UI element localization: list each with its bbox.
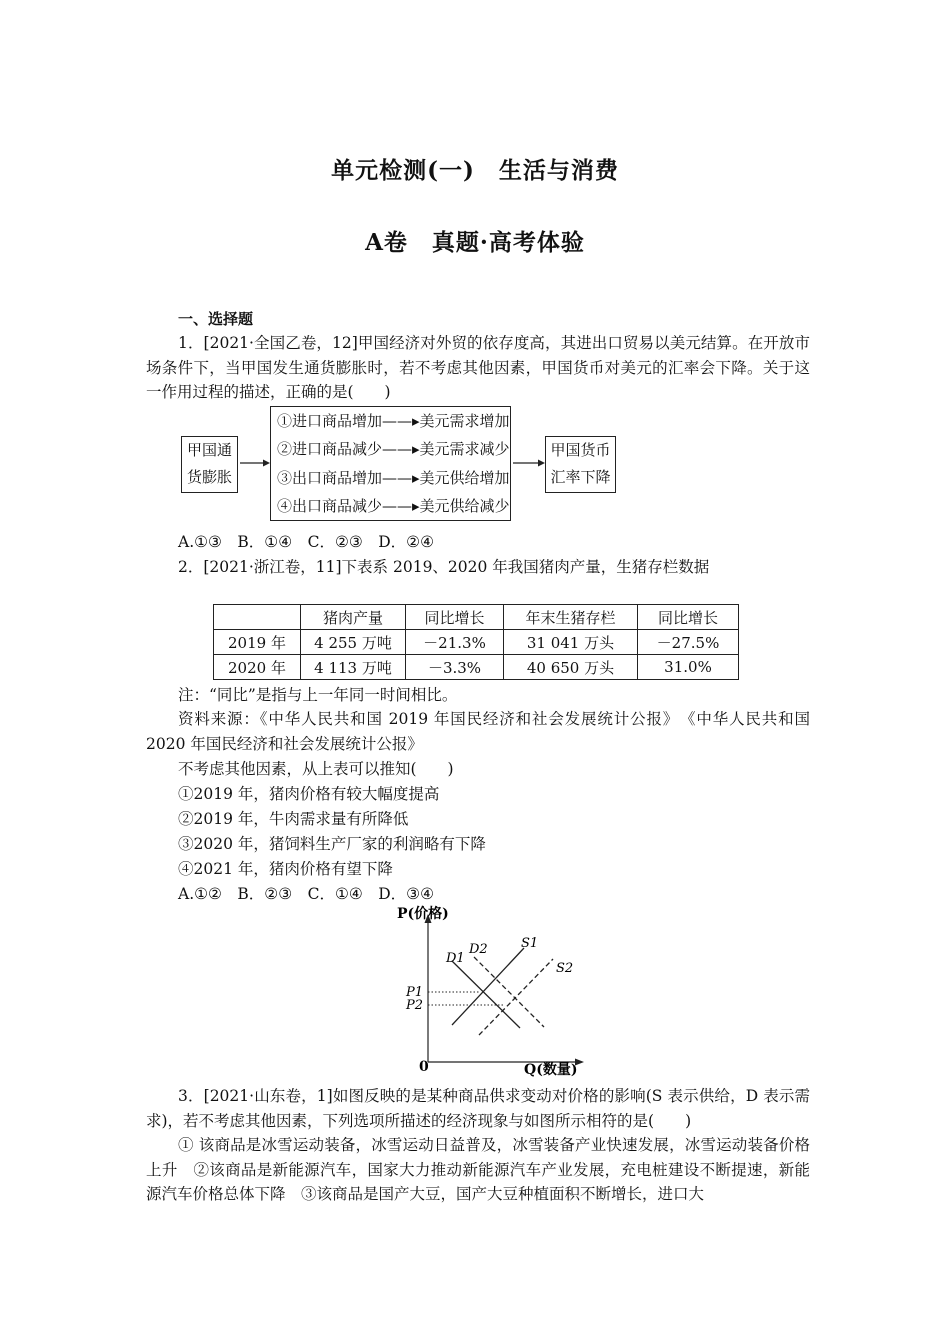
table-note: 注：“同比”是指与上一年同一时间相比。 [178,686,458,704]
flow-box-inflation [181,436,238,493]
question-2-prompt: 不考虑其他因素，从上表可以推知( ) [178,760,454,778]
s2-label: S2 [556,961,574,976]
flow-box-inflation-line1: 甲国通 [186,441,232,459]
unit-title: 单元检测(一) 生活与消费 [331,157,619,184]
table-cell: 2019 年 [214,630,301,655]
question-1-options: A.①③ B．①④ C．②③ D．②④ [178,533,434,551]
flow-item-1: ①进口商品增加——▸美元需求增加 [277,412,510,430]
question-1-text: 1．[2021·全国乙卷，12]甲国经济对外贸的依存度高，其进出口贸易以美元结算。在开放市场条件下，当甲国发生通货膨胀时，若不考虑其他因素，甲国货币对美元的汇率会下降。关于这一作用过程的描述，正确的是( ) [146,334,810,401]
p2-label: P2 [406,998,424,1013]
table-header-row [214,605,739,630]
section-heading: 一、选择题 [178,310,254,328]
table-header-cell: 年末生猪存栏 [504,605,638,630]
question-2-options: A.①② B．②③ C．①④ D．③④ [178,885,434,903]
supply-demand-graph [380,902,600,1080]
pork-data-table [213,604,739,680]
x-axis-label: Q(数量) [524,1062,578,1078]
question-3-text: 3．[2021·山东卷，1]如图反映的是某种商品供求变动对价格的影响(S 表示供给，D 表示需求)，若不考虑其他因素，下列选项所描述的经济现象与如图所示相符的是( ) [146,1087,810,1130]
question-2-item-3: ③2020 年，猪饲料生产厂家的利润略有下降 [178,835,486,853]
question-2-item-4: ④2021 年，猪肉价格有望下降 [178,860,393,878]
table-cell: －21.3% [406,630,504,655]
flow-arrow-right [511,456,547,470]
table-row [214,655,739,680]
question-3-body: ① 该商品是冰雪运动装备，冰雪运动日益普及，冰雪装备产业快速发展，冰雪运动装备价格上升 ②该商品是新能源汽车，国家大力推动新能源汽车产业发展，充电桩建设不断提速，新能源汽车价格总体下降 ③该商品是国产大豆，国产大豆种植面积不断增长，进口大 [146,1136,810,1203]
flow-box-exchange-rate [545,436,616,493]
table-cell: 40 650 万头 [504,655,638,680]
d1-label: D1 [446,951,465,966]
flow-box-rate-line1: 甲国货币 [550,441,611,459]
table-cell: 4 255 万吨 [301,630,406,655]
question-2-item-1: ①2019 年，猪肉价格有较大幅度提高 [178,785,440,803]
d2-label: D2 [469,942,488,957]
flow-box-effects [270,406,511,521]
origin-label: 0 [419,1059,429,1075]
flow-item-4: ④出口商品减少——▸美元供给减少 [277,497,510,515]
table-cell: －3.3% [406,655,504,680]
table-cell: 2020 年 [214,655,301,680]
table-cell: 31.0% [638,655,739,680]
flow-item-3: ③出口商品增加——▸美元供给增加 [277,469,510,487]
s1-label: S1 [521,936,539,951]
p1-label: P1 [406,985,424,1000]
flow-item-2: ②进口商品减少——▸美元需求减少 [277,440,510,458]
table-row [214,630,739,655]
question-2-text: 2．[2021·浙江卷，11]下表系 2019、2020 年我国猪肉产量，生猪存栏数据 [178,558,710,576]
table-header-cell [214,605,301,630]
flow-box-inflation-line2: 货膨胀 [186,468,232,486]
demand-curve-d1 [452,961,520,1028]
table-header-cell: 猪肉产量 [301,605,406,630]
table-source: 资料来源：《中华人民共和国 2019 年国民经济和社会发展统计公报》 《中华人民共和国 2020 年国民经济和社会发展统计公报》 [146,710,810,753]
table-cell: 4 113 万吨 [301,655,406,680]
table-cell: －27.5% [638,630,739,655]
y-axis-label: P(价格) [397,906,449,922]
table-cell: 31 041 万头 [504,630,638,655]
table-header-cell: 同比增长 [638,605,739,630]
section-title: A卷 真题·高考体验 [365,229,585,256]
table-header-cell: 同比增长 [406,605,504,630]
flow-arrow-left [238,456,272,470]
flow-box-rate-line2: 汇率下降 [550,468,611,486]
question-2-item-2: ②2019 年，牛肉需求量有所降低 [178,810,409,828]
